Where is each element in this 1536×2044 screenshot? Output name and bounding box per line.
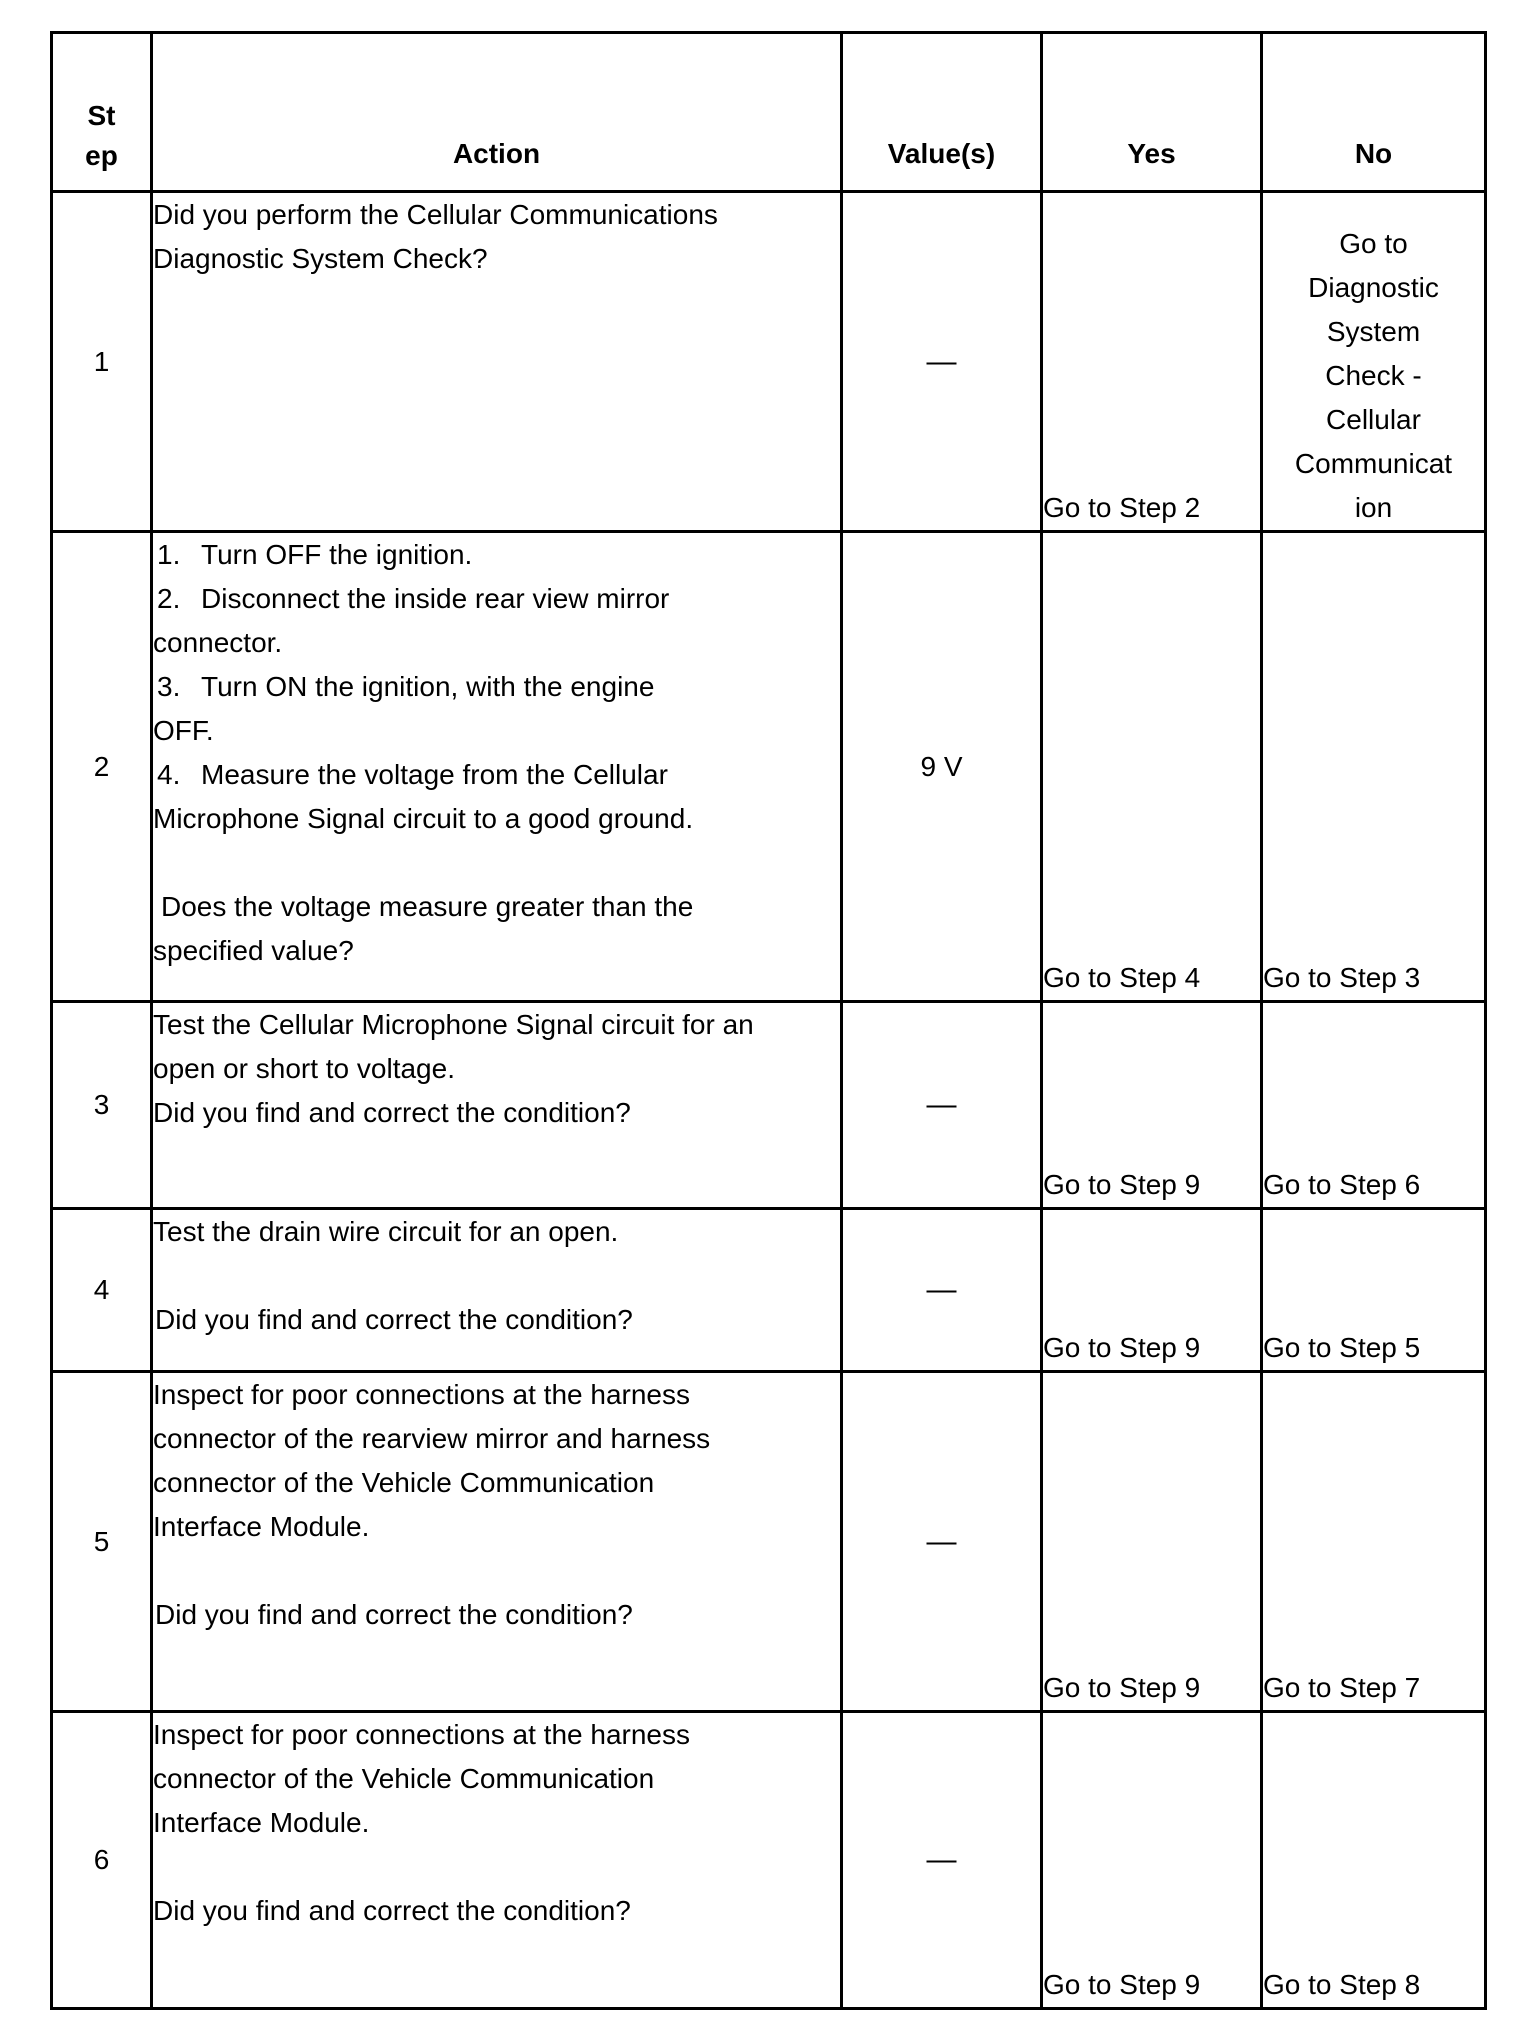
header-step (52, 33, 152, 192)
action-step-line (153, 577, 840, 621)
action-cell (152, 1372, 842, 1712)
action-line: Inspect for poor connections at the harness (153, 1379, 690, 1410)
value-cell: — (842, 192, 1042, 532)
spacer (153, 1549, 840, 1593)
header-step-line2: ep (85, 140, 118, 171)
question-line: Does the voltage measure greater than the (161, 891, 694, 922)
action-step-cont: Microphone Signal circuit to a good ground. (153, 803, 694, 834)
no-line: ion (1354, 492, 1393, 523)
action-step-line (153, 665, 840, 709)
table-row (52, 192, 1486, 532)
table-row (52, 1712, 1486, 2009)
header-step-line1: St (87, 100, 116, 131)
value-cell: — (842, 1209, 1042, 1372)
action-step-line (153, 753, 840, 797)
step-number: 6 (52, 1712, 152, 2009)
action-line: Test the drain wire circuit for an open. (153, 1216, 619, 1247)
no-line: Diagnostic (1308, 272, 1439, 303)
action-step-cont: OFF. (153, 715, 214, 746)
yes-link[interactable]: Go to Step 9 (1042, 1712, 1262, 2009)
step-number: 1 (52, 192, 152, 532)
header-action: Action (152, 33, 842, 192)
question-line: Did you find and correct the condition? (153, 1895, 631, 1926)
no-line: Check - (1325, 360, 1422, 391)
action-step-number: 4. (157, 759, 181, 790)
action-line: connector of the Vehicle Communication (153, 1467, 655, 1498)
yes-link[interactable]: Go to Step 2 (1042, 192, 1262, 532)
question-line: Did you find and correct the condition? (155, 1304, 633, 1335)
header-values: Value(s) (842, 33, 1042, 192)
question-line: Did you find and correct the condition? (155, 1599, 633, 1630)
action-cell (152, 1209, 842, 1372)
step-number: 3 (52, 1002, 152, 1209)
spacer (153, 1845, 840, 1889)
table-row (52, 532, 1486, 1002)
action-step-line (153, 533, 840, 577)
diagnostic-table (50, 31, 1487, 2010)
step-number: 2 (52, 532, 152, 1002)
action-cell (152, 1712, 842, 2009)
spacer (153, 1254, 840, 1298)
action-line: Inspect for poor connections at the harness (153, 1719, 690, 1750)
no-line: Communicat (1294, 448, 1453, 479)
yes-link[interactable]: Go to Step 9 (1042, 1209, 1262, 1372)
value-cell: — (842, 1002, 1042, 1209)
action-line: connector of the Vehicle Communication (153, 1763, 655, 1794)
value-cell: — (842, 1712, 1042, 2009)
value-cell: 9 V (842, 532, 1042, 1002)
action-step-number: 2. (157, 583, 181, 614)
action-line: Interface Module. (153, 1511, 370, 1542)
question-line: specified value? (153, 935, 354, 966)
action-line: Did you find and correct the condition? (153, 1097, 631, 1128)
header-row (52, 33, 1486, 192)
action-cell (152, 192, 842, 532)
yes-link[interactable]: Go to Step 9 (1042, 1002, 1262, 1209)
action-line: Test the Cellular Microphone Signal circuit for an (153, 1009, 754, 1040)
action-step-text: Turn ON the ignition, with the engine (201, 671, 655, 702)
header-no: No (1262, 33, 1486, 192)
no-link[interactable]: Go to Step 3 (1262, 532, 1486, 1002)
action-line: Did you perform the Cellular Communications (153, 199, 718, 230)
action-step-text: Turn OFF the ignition. (201, 539, 473, 570)
no-link[interactable] (1262, 192, 1486, 532)
action-cell (152, 532, 842, 1002)
spacer (153, 841, 840, 885)
action-step-text: Disconnect the inside rear view mirror (201, 583, 670, 614)
action-line: open or short to voltage. (153, 1053, 455, 1084)
no-link[interactable]: Go to Step 7 (1262, 1372, 1486, 1712)
action-line: Diagnostic System Check? (153, 243, 488, 274)
no-line: Cellular (1326, 404, 1421, 435)
action-step-cont: connector. (153, 627, 283, 658)
action-step-number: 1. (157, 539, 181, 570)
step-number: 5 (52, 1372, 152, 1712)
no-link[interactable]: Go to Step 5 (1262, 1209, 1486, 1372)
action-cell (152, 1002, 842, 1209)
action-line: Interface Module. (153, 1807, 370, 1838)
header-yes: Yes (1042, 33, 1262, 192)
no-line: Go to (1339, 228, 1408, 259)
yes-link[interactable]: Go to Step 9 (1042, 1372, 1262, 1712)
table-row (52, 1372, 1486, 1712)
table-row (52, 1002, 1486, 1209)
action-step-text: Measure the voltage from the Cellular (201, 759, 668, 790)
value-cell: — (842, 1372, 1042, 1712)
action-line: connector of the rearview mirror and harness (153, 1423, 711, 1454)
no-link[interactable]: Go to Step 6 (1262, 1002, 1486, 1209)
yes-link[interactable]: Go to Step 4 (1042, 532, 1262, 1002)
no-link[interactable]: Go to Step 8 (1262, 1712, 1486, 2009)
action-step-number: 3. (157, 671, 181, 702)
step-number: 4 (52, 1209, 152, 1372)
table-row (52, 1209, 1486, 1372)
no-line: System (1326, 316, 1421, 347)
